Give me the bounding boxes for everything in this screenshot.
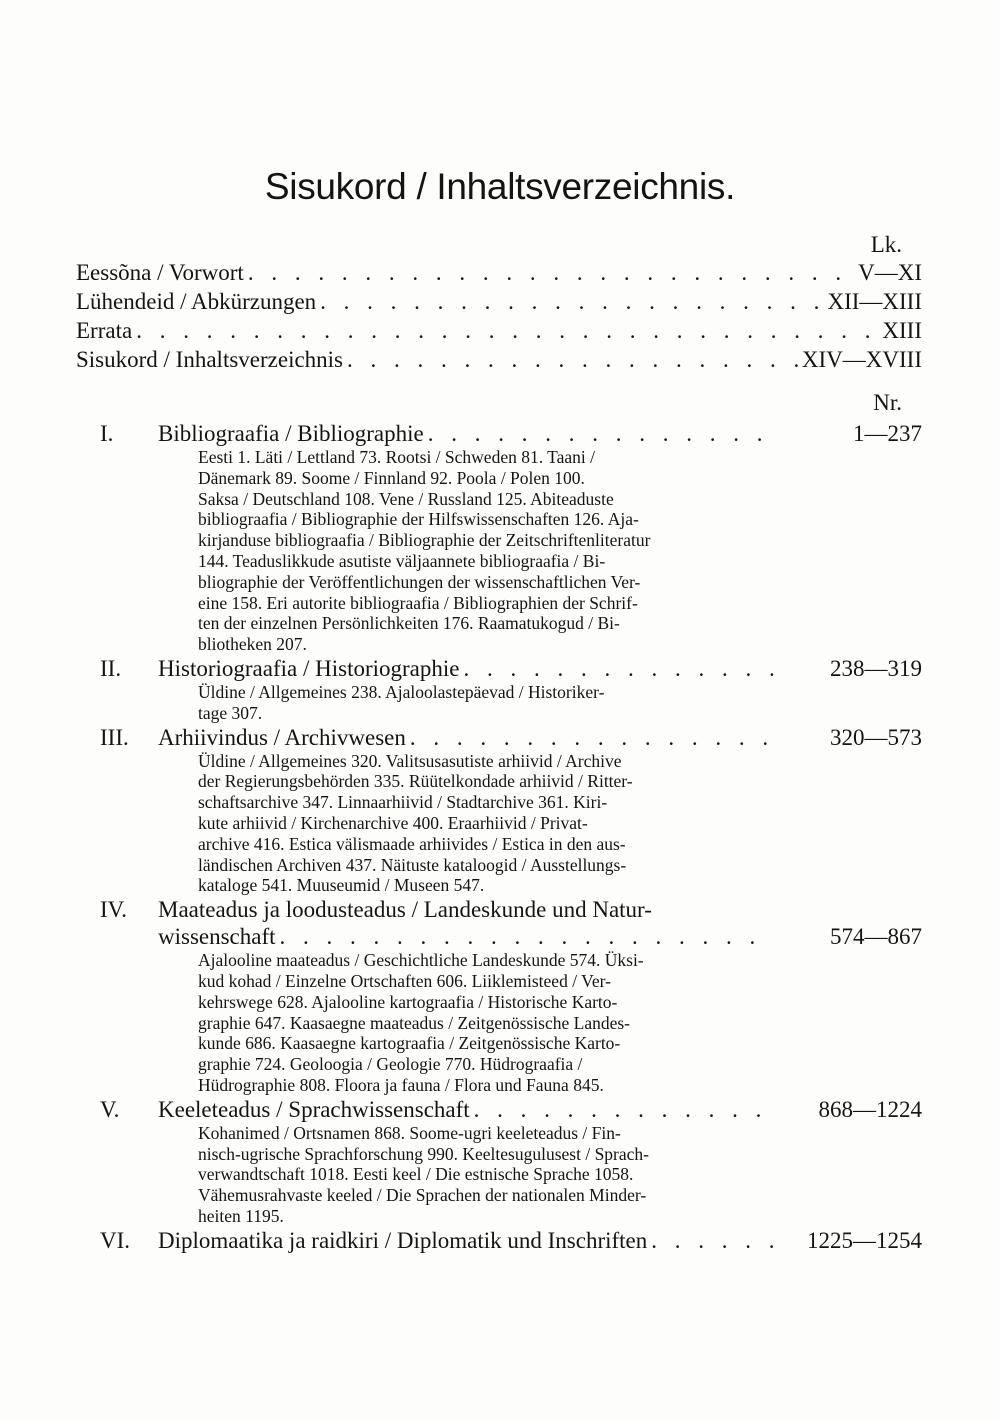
section-range: 1—237 [853, 421, 922, 446]
front-matter-pages: XIII [882, 318, 922, 343]
section-range: 868—1224 [818, 1096, 922, 1122]
page-title: Sisukord / Inhaltsverzeichnis. [264, 166, 736, 207]
front-matter-pages: V—XI [858, 260, 922, 285]
front-matter-row[interactable] [76, 289, 922, 318]
front-matter-header: Lk. [870, 232, 902, 257]
leader-dots [276, 923, 774, 950]
front-matter-pages: XIV—XVIII [801, 347, 922, 372]
section-number: II. [100, 655, 122, 681]
section-number: VI. [100, 1227, 131, 1253]
front-matter-pages: XII—XIII [827, 289, 922, 314]
leader-dots [316, 289, 827, 315]
section-subtopics: Üldine / Allgemeines 238. Ajaloolastepäevad / Historiker- tage 307. [198, 681, 605, 723]
leader-dots [132, 318, 882, 344]
leader-dots [459, 655, 774, 682]
front-matter-row[interactable] [76, 260, 922, 289]
front-matter-label: Errata [76, 318, 133, 343]
section-number: V. [100, 1096, 120, 1122]
section-range: 574—867 [830, 924, 922, 950]
sections-list [100, 420, 922, 1254]
section-number: III. [100, 724, 129, 750]
front-matter-label: Eessõna / Vorwort [76, 260, 244, 285]
leader-dots [424, 420, 774, 447]
leader-dots [343, 347, 802, 373]
leader-dots [647, 1227, 774, 1254]
section-subtopics: Üldine / Allgemeines 320. Valitsusasutiste arhiivid / Archive der Regierungsbehörden 335. Rüütelkondade arhiivid / Ritter- schaftsarchive 347. Linnaarhiivid / Stadtarchive 361. Kiri- kute arhiivid / Kirchenarchive 400. Eraarhiivid / Privat- archive 416. Estica välismaade arhiivides / Estica in den aus- ländischen Archiven 437. Näituste kataloogid / Ausstellungs- kataloge 541. Muuseumid / Museen 547. [198, 750, 633, 896]
section-range: 1225—1254 [807, 1227, 922, 1253]
section-title-continued: wissenschaft [158, 924, 276, 950]
section-number: IV. [100, 897, 128, 923]
front-matter-label: Sisukord / Inhaltsverzeichnis [76, 347, 344, 372]
sections-header: Nr. [873, 390, 902, 415]
section-entry[interactable] [100, 896, 922, 1096]
section-entry[interactable] [100, 655, 922, 724]
section-subtopics: Eesti 1. Läti / Lettland 73. Rootsi / Schweden 81. Taani / Dänemark 89. Soome / Finnland 92. Poola / Polen 100. Saksa / Deutschland 108. Vene / Russland 125. Abiteaduste bibliograafia / Bibliographie der Hilfswissenschaften 126. Aja- kirjanduse bibliograafia / Bibliographie der Zeitschriftenliteratur 144. Teaduslikkude asutiste väljaannete bibliograafia / Bi- bliographie der Veröffentlichungen der wissenschaftlichen Ver- eine 158. Eri autorite bibliograafia / Bibliographien der Schrif- ten der einzelnen Persönlichkeiten 176. Raamatukogud / Bi- bliotheken 207. [198, 447, 651, 655]
section-subtopics: Ajalooline maateadus / Geschichtliche Landeskunde 574. Üksi- kud kohad / Einzelne Ortschaften 606. Liiklemisteed / Ver- kehrswege 628. Ajalooline kartograafia / Historische Karto- graphie 647. Kaasaegne maateadus / Zeitgenössische Landes- kunde 686. Kaasaegne kartograafia / Zeitgenössische Karto- graphie 724. Geoloogia / Geologie 770. Hüdrograafia / Hüdrographie 808. Floora ja fauna / Flora und Fauna 845. [198, 950, 644, 1095]
section-entry[interactable] [100, 724, 922, 897]
section-entry[interactable] [100, 1096, 922, 1227]
front-matter-row[interactable] [76, 347, 922, 376]
section-title: Diplomaatika ja raidkiri / Diplomatik und Inschriften [158, 1227, 648, 1253]
section-entry[interactable] [100, 420, 922, 655]
section-title: Arhiivindus / Archivwesen [158, 724, 406, 750]
section-title: Keeleteadus / Sprachwissenschaft [158, 1096, 470, 1122]
section-range: 320—573 [830, 724, 922, 750]
leader-dots [470, 1096, 774, 1123]
section-title: Maateadus ja loodusteadus / Landeskunde und Natur- [158, 897, 652, 923]
leader-dots [406, 724, 774, 751]
section-title: Historiograafia / Historiographie [158, 655, 460, 681]
front-matter-label: Lühendeid / Abkürzungen [76, 289, 317, 314]
front-matter-row[interactable] [76, 318, 922, 347]
section-subtopics: Kohanimed / Ortsnamen 868. Soome-ugri keeleteadus / Fin- nisch-ugrische Sprachforschung 990. Keeltesugulusest / Sprach- verwandtschaft 1018. Eesti keel / Die estnische Sprache 1058. Vähemusrahvaste keeled / Die Sprachen der nationalen Minder- heiten 1195. [198, 1122, 650, 1226]
section-entry[interactable] [100, 1227, 922, 1254]
section-number: I. [100, 421, 114, 446]
leader-dots [244, 260, 858, 286]
front-matter-list [76, 260, 922, 376]
section-title: Bibliograafia / Bibliographie [158, 421, 424, 446]
section-range: 238—319 [830, 655, 922, 681]
